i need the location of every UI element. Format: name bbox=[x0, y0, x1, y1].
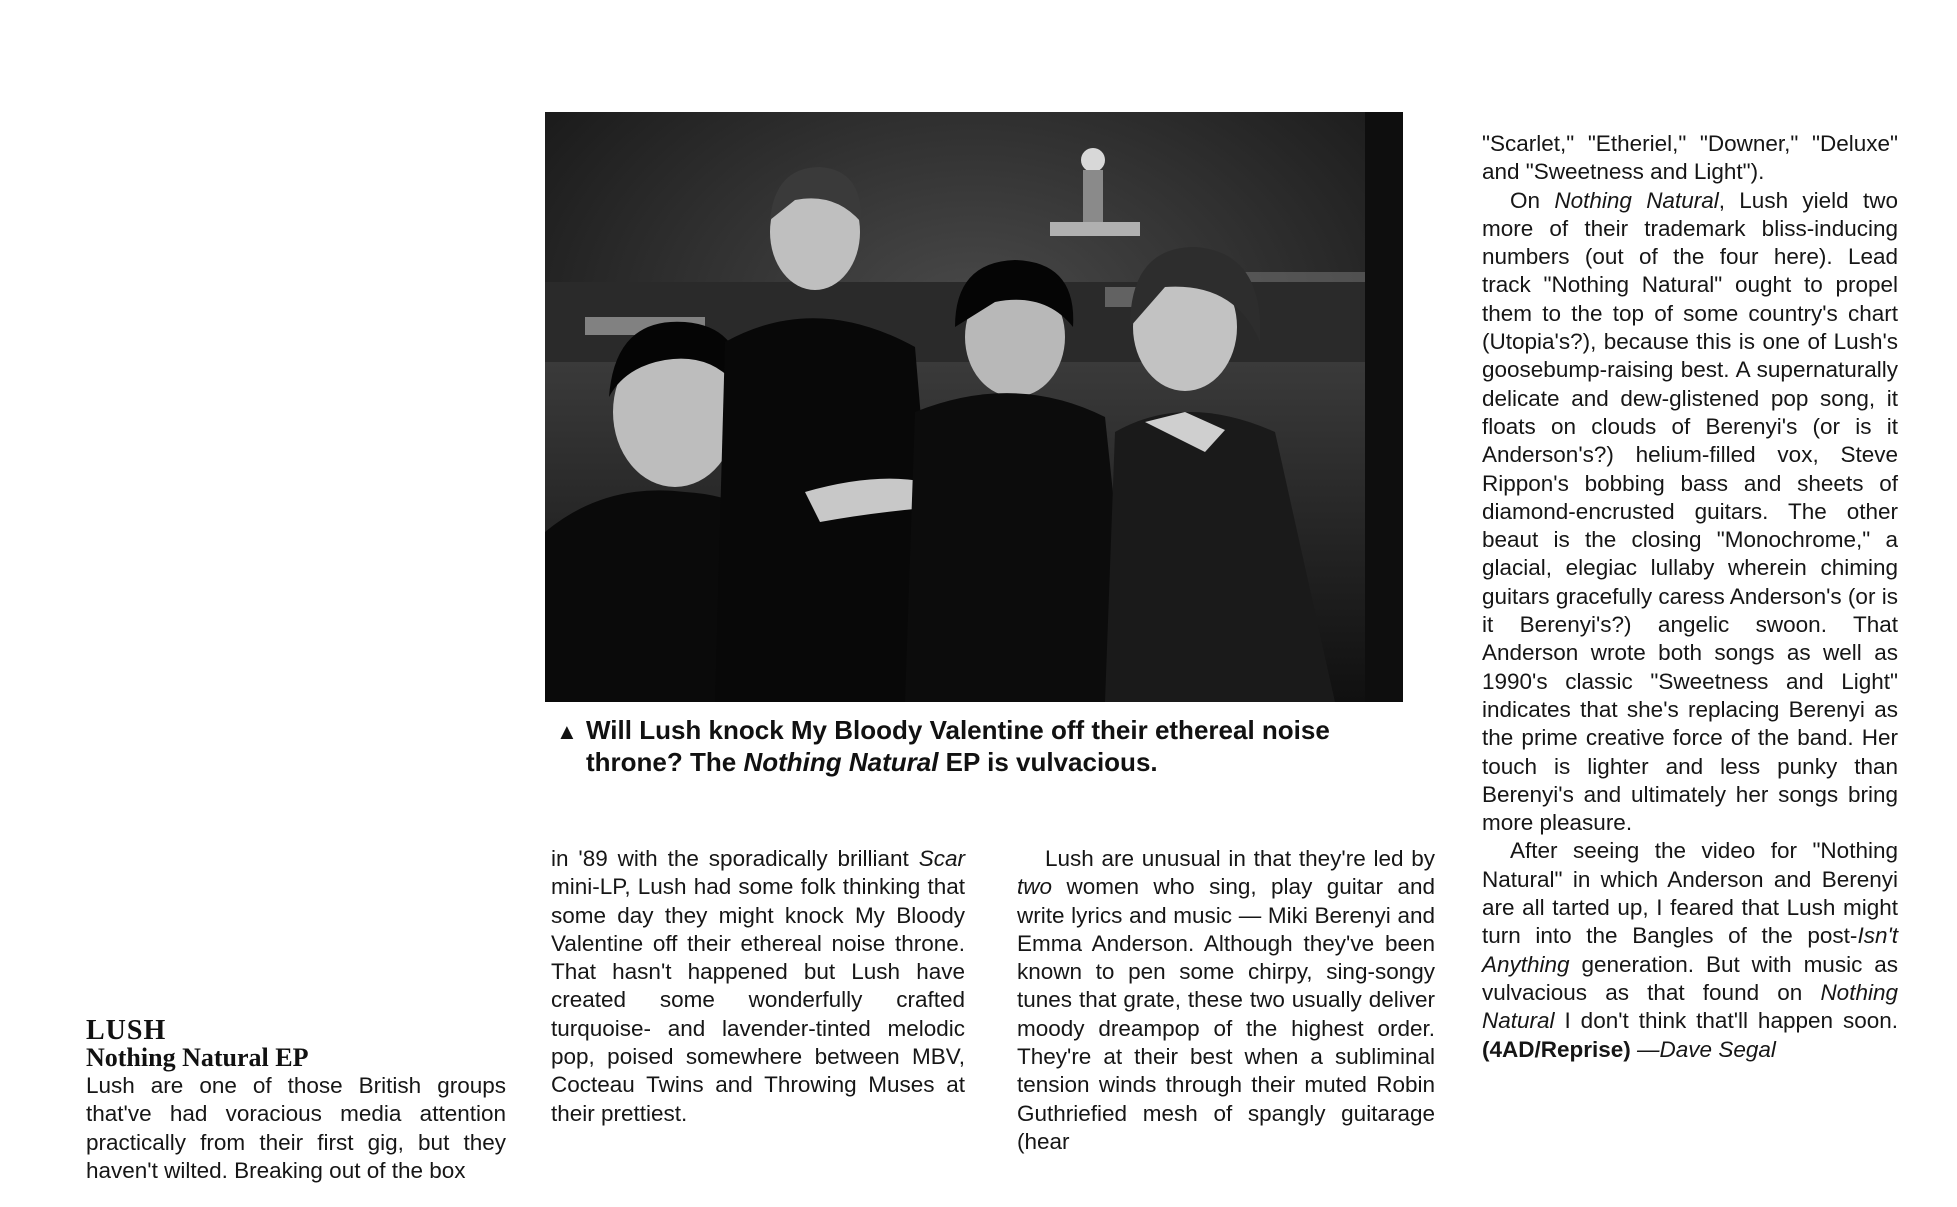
album-title: Nothing Natural bbox=[1482, 979, 1898, 1034]
text-run: Lush are unusual in that they're led by bbox=[1045, 846, 1435, 871]
caption-line-2-start: throne? The bbox=[586, 747, 744, 777]
caption-title: Nothing Natural bbox=[743, 747, 939, 777]
text-run: On bbox=[1510, 187, 1555, 213]
review-paragraph bbox=[551, 845, 965, 1128]
text-run: mini-LP, Lush had some folk thinking that some day they might knock My Bloody Valentine off their ethereal noise throne. That hasn't happened but Lush have created some wonderfully crafted turquoise- and lavender-tinted melodic pop, poised somewhere between MBV, Cocteau Twins and Throwing Muses at their prettiest. bbox=[551, 874, 965, 1126]
review-column-2 bbox=[551, 845, 965, 1128]
emphasis: two bbox=[1017, 874, 1053, 900]
text-run: generation. But with music as vulvacious as that found on bbox=[1482, 951, 1898, 1005]
album-title: Isn't Anything bbox=[1482, 923, 1898, 977]
band-name: LUSH bbox=[86, 1015, 167, 1046]
caption-line-2-end: EP is vulvacious. bbox=[938, 747, 1158, 777]
review-paragraph bbox=[1482, 837, 1898, 1063]
photo-caption bbox=[556, 715, 1406, 777]
text-run: I don't think that'll happen soon. bbox=[1554, 1008, 1898, 1034]
up-triangle-icon: ▲ bbox=[556, 719, 578, 744]
band-photo bbox=[545, 112, 1403, 702]
album-title: Scar bbox=[918, 846, 965, 871]
record-label: (4AD/Reprise) bbox=[1482, 1036, 1631, 1062]
text-run: women who sing, play guitar and write lyrics and music — Miki Berenyi and Emma Anderson. Although they've been known to pen some chirpy, sing-songy tunes that grate, these two usually deliver moody dreampop of the highest order. They're at their best when a subliminal tension winds through their muted Robin Guthriefied mesh of spangly guitarage (hear bbox=[1017, 874, 1435, 1154]
review-column-1 bbox=[86, 1072, 506, 1185]
review-column-3 bbox=[1017, 845, 1435, 1156]
review-paragraph bbox=[1017, 845, 1435, 1156]
review-paragraph: Lush are one of those British groups that've had voracious media attention practically from their first gig, but they haven't wilted. Breaking out of the box bbox=[86, 1073, 506, 1183]
byline: —Dave Segal bbox=[1630, 1036, 1776, 1062]
review-paragraph: "Scarlet," "Etheriel," "Downer," "Deluxe" and "Sweetness and Light"). bbox=[1482, 131, 1898, 185]
text-run: in '89 with the sporadically brilliant bbox=[551, 846, 919, 871]
review-paragraph bbox=[1482, 187, 1898, 838]
release-title: Nothing Natural EP bbox=[86, 1043, 309, 1072]
text-run: After seeing the video for "Nothing Natural" in which Anderson and Berenyi are all tarted up, I feared that Lush might turn into the Bangles of the post- bbox=[1482, 838, 1898, 949]
band-photo-illustration bbox=[545, 112, 1403, 702]
review-column-4 bbox=[1482, 130, 1898, 1064]
album-title: Nothing Natural bbox=[1554, 187, 1719, 213]
caption-line-1: Will Lush knock My Bloody Valentine off their ethereal noise bbox=[586, 715, 1330, 745]
text-run: , Lush yield two more of their trademark bliss-inducing numbers (out of the four here). Lead track "Nothing Natural" ought to propel them to the top of some country's chart (Utopia's?), because this is one of Lush's goosebump-raising best. A supernaturally delicate and dew-glistened pop song, it floats on clouds of Berenyi's (or is it Anderson's?) helium-filled vox, Steve Rippon's bobbing bass and sheets of diamond-encrusted guitars. The other beaut is the closing "Monochrome," a glacial, elegiac lullaby wherein chiming guitars gracefully caress Anderson's (or is it Berenyi's?) angelic swoon. That Anderson wrote both songs as well as 1990's classic "Sweetness and Light" indicates that she's replacing Berenyi as the prime creative force of the band. Her touch is lighter and less punky than Berenyi's and ultimately her songs bring more pleasure. bbox=[1482, 187, 1898, 836]
